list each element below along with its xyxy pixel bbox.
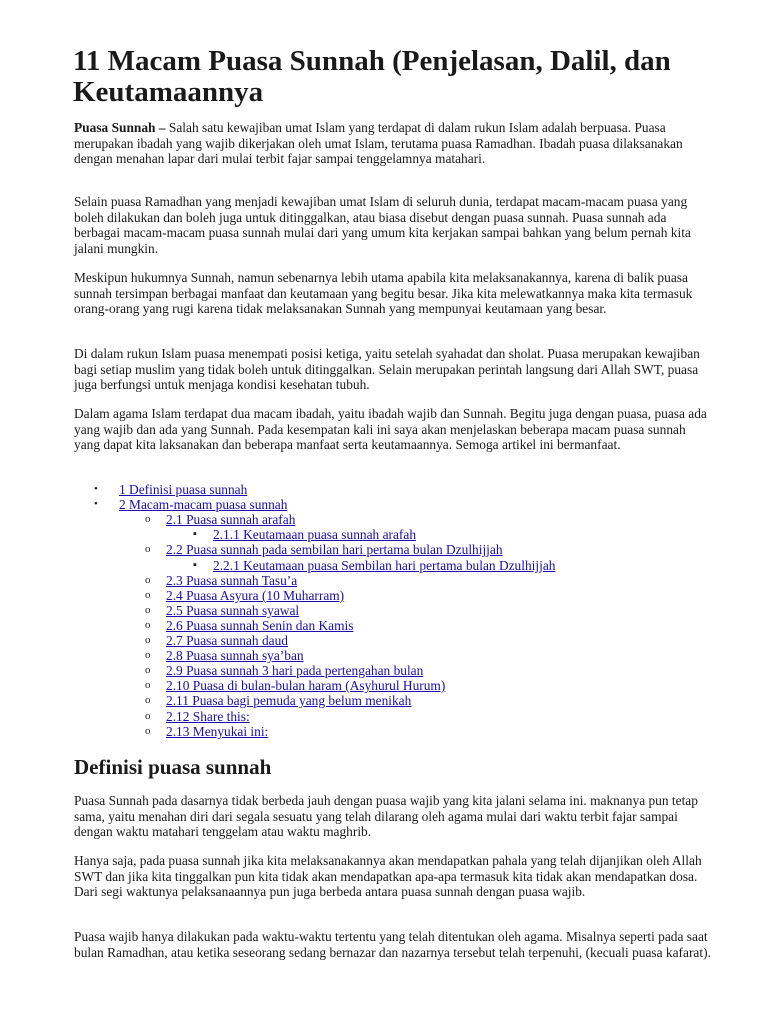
toc-item: [119, 497, 287, 512]
toc-bullet: o: [145, 679, 151, 691]
intro-paragraph-4: Di dalam rukun Islam puasa menempati posisi ketiga, yaitu setelah syahadat dan sholat. Puasa merupakan kewajiban bagi setiap muslim yang tidak boleh untuk ditinggalkan. Selain merupakan perintah langsung dari Allah SWT, puasa juga berfungsi untuk menjaga kondisi kesehatan tubuh.: [74, 346, 700, 392]
toc-item: [166, 542, 503, 557]
toc-bullet: o: [145, 604, 151, 616]
toc-link[interactable]: 2.8 Puasa sunnah sya’ban: [166, 648, 304, 663]
section-paragraph-2: Hanya saja, pada puasa sunnah jika kita melaksanakannya akan mendapatkan pahala yang telah dijanjikan oleh Allah SWT dan jika kita tinggalkan pun kita tidak akan mendapatkan apa-apa termasuk kita tidak akan mendapatkan dosa. Dari segi waktunya pelaksanaannya pun juga berbeda antara puasa sunnah dengan puasa wajib.: [74, 853, 702, 899]
toc-bullet: o: [145, 619, 151, 631]
intro-lead: Puasa Sunnah –: [74, 120, 166, 135]
intro-paragraph-5: Dalam agama Islam terdapat dua macam ibadah, yaitu ibadah wajib dan Sunnah. Begitu juga dengan puasa, puasa ada yang wajib dan ada yang Sunnah. Pada kesempatan kali ini saya akan menjelaskan beberapa macam puasa sunnah yang dapat kita laksanakan dan beberapa manfaat serta keutamaannya. Semoga artikel ini bermanfaat.: [74, 406, 707, 452]
article-title: 11 Macam Puasa Sunnah (Penjelasan, Dalil, dan Keutamaannya: [73, 45, 671, 108]
toc-link[interactable]: 1 Definisi puasa sunnah: [119, 482, 248, 497]
toc-bullet: o: [145, 725, 151, 737]
toc-link[interactable]: 2.2 Puasa sunnah pada sembilan hari pertama bulan Dzulhijjah: [166, 542, 503, 557]
toc-item: [166, 573, 297, 588]
toc-link[interactable]: 2.9 Puasa sunnah 3 hari pada pertengahan bulan: [166, 663, 424, 678]
toc-link[interactable]: 2.1 Puasa sunnah arafah: [166, 512, 296, 527]
toc-link[interactable]: 2 Macam-macam puasa sunnah: [119, 497, 288, 512]
toc-link[interactable]: 2.6 Puasa sunnah Senin dan Kamis: [166, 618, 354, 633]
intro-paragraph-3: Meskipun hukumnya Sunnah, namun sebenarnya lebih utama apabila kita melaksanakannya, karena di balik puasa sunnah tersimpan berbagai manfaat dan keutamaan yang begitu besar. Jika kita melewatkannya maka kita termasuk orang-orang yang rugi karena tidak melaksanakan Sunnah yang mempunyai keutamaan yang besar.: [74, 270, 693, 316]
toc-bullet: o: [145, 543, 151, 555]
toc-link[interactable]: 2.2.1 Keutamaan puasa Sembilan hari pertama bulan Dzulhijjah: [213, 558, 556, 573]
toc-link[interactable]: 2.5 Puasa sunnah syawal: [166, 603, 300, 618]
toc-bullet: •: [94, 483, 98, 495]
intro-paragraph-1: [74, 120, 714, 167]
toc-bullet: o: [145, 589, 151, 601]
toc-item: [166, 693, 411, 708]
toc-bullet: o: [145, 574, 151, 586]
intro-p1-text: Salah satu kewajiban umat Islam yang terdapat di dalam rukun Islam adalah berpuasa. Puasa merupakan ibadah yang wajib dikerjakan oleh umat Islam, terutama puasa Ramadhan. Ibadah puasa dilaksanakan dengan menahan lapar dari mulai terbit fajar sampai tenggelamnya matahari.: [74, 120, 683, 166]
toc-link[interactable]: 2.12 Share this:: [166, 709, 250, 724]
toc-bullet: o: [145, 664, 151, 676]
toc-item: [166, 709, 250, 724]
toc-item: [166, 603, 299, 618]
toc-bullet: o: [145, 649, 151, 661]
toc-link[interactable]: 2.3 Puasa sunnah Tasu’a: [166, 573, 298, 588]
toc-link[interactable]: 2.10 Puasa di bulan-bulan haram (Asyhurul Hurum): [166, 678, 446, 693]
toc-bullet: o: [145, 634, 151, 646]
section-paragraph-3: Puasa wajib hanya dilakukan pada waktu-waktu tertentu yang telah ditentukan oleh agama. Misalnya seperti pada saat bulan Ramadhan, atau ketika seseorang sedang bernazar dan nazarnya tersebut telah terpenuhi, (kecuali puasa kafarat).: [74, 929, 711, 960]
toc-item: [166, 633, 288, 648]
toc-bullet: o: [145, 513, 151, 525]
toc-item: [166, 588, 344, 603]
toc-bullet: ▪: [193, 559, 197, 571]
toc-bullet: ▪: [193, 528, 197, 540]
toc-item: [166, 663, 423, 678]
toc-bullet: •: [94, 498, 98, 510]
toc-link[interactable]: 2.4 Puasa Asyura (10 Muharram): [166, 588, 345, 603]
toc-bullet: o: [145, 694, 151, 706]
toc-item: [166, 724, 268, 739]
intro-paragraph-2: Selain puasa Ramadhan yang menjadi kewajiban umat Islam di seluruh dunia, terdapat macam-macam puasa yang boleh dilakukan dan boleh juga untuk ditinggalkan, atau biasa disebut dengan puasa sunnah. Puasa sunnah ada berbagai macam-macam puasa sunnah mulai dari yang umum kita kerjakan sampai bahkan yang belum pernah kita jalani mungkin.: [74, 194, 691, 256]
toc-item: [166, 648, 304, 663]
toc-link[interactable]: 2.11 Puasa bagi pemuda yang belum menikah: [166, 693, 412, 708]
toc-link[interactable]: 2.7 Puasa sunnah daud: [166, 633, 288, 648]
toc-item: [166, 678, 445, 693]
section-paragraph-1: Puasa Sunnah pada dasarnya tidak berbeda jauh dengan puasa wajib yang kita jalani selama ini. maknanya pun tetap sama, yaitu menahan diri dari segala sesuatu yang telah dilarang oleh agama mulai dari waktu terbit fajar sampai dengan waktu matahari tenggelam atau waktu maghrib.: [74, 793, 698, 839]
toc-item: [166, 512, 295, 527]
toc-item: [119, 482, 247, 497]
toc-item: [213, 527, 416, 542]
toc-item: [213, 558, 555, 573]
toc-bullet: o: [145, 710, 151, 722]
toc-item: [166, 618, 353, 633]
section-heading-definisi: Definisi puasa sunnah: [74, 755, 272, 779]
toc-link[interactable]: 2.13 Menyukai ini:: [166, 724, 269, 739]
toc-link[interactable]: 2.1.1 Keutamaan puasa sunnah arafah: [213, 527, 417, 542]
